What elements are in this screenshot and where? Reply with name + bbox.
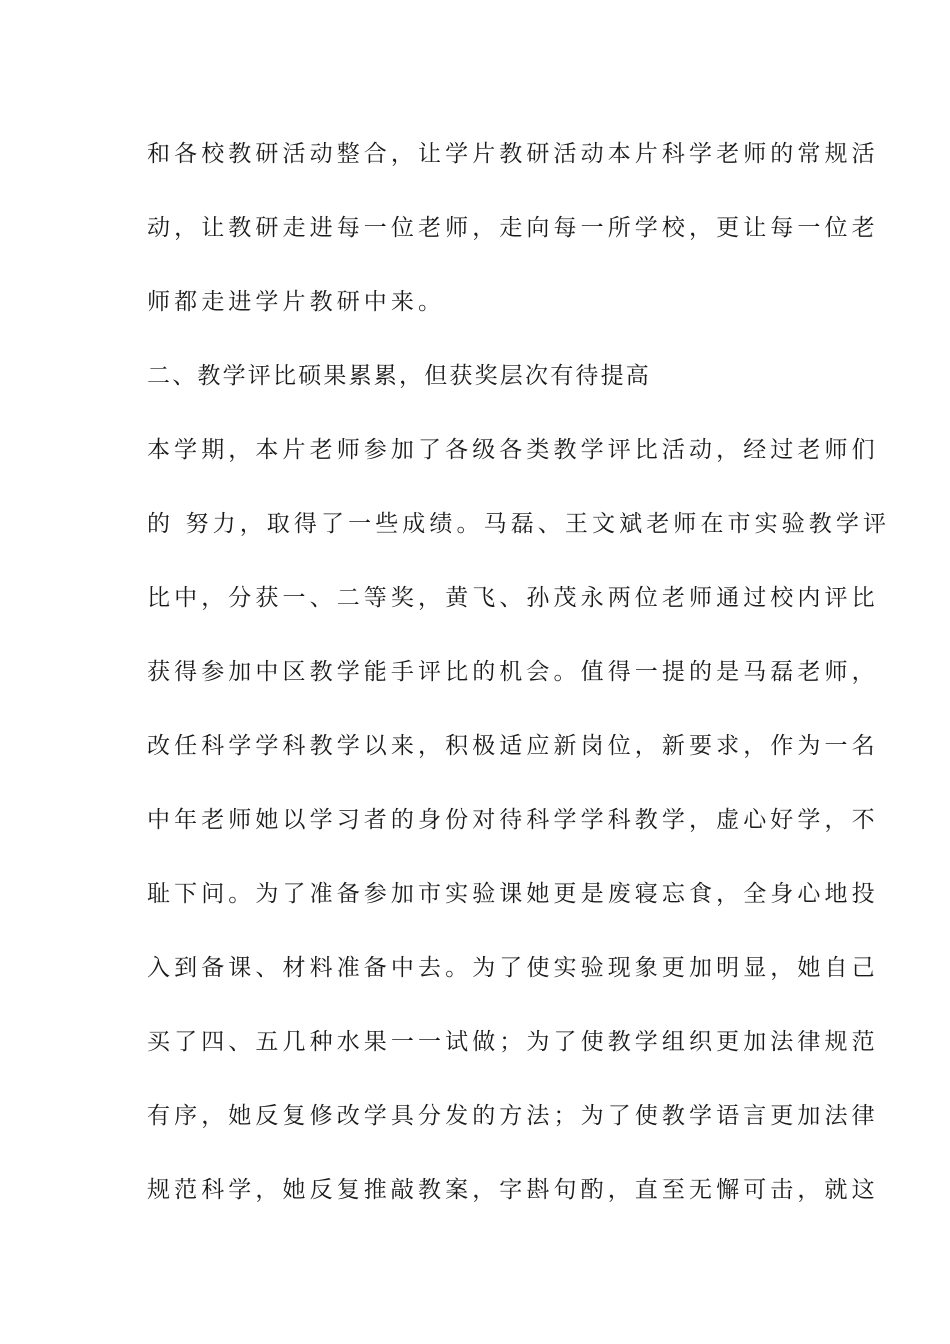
paragraph-line: 动，让教研走进每一位老师，走向每一所学校，更让每一位老	[147, 215, 879, 241]
paragraph-line: 改任科学学科教学以来，积极适应新岗位，新要求，作为一名	[147, 733, 879, 759]
paragraph-line: 买了四、五几种水果一一试做；为了使教学组织更加法律规范	[147, 1029, 879, 1055]
section-heading: 二、教学评比硕果累累，但获奖层次有待提高	[147, 363, 651, 389]
paragraph-line: 师都走进学片教研中来。	[147, 289, 446, 315]
paragraph-line: 规范科学，她反复推敲教案，字斟句酌，直至无懈可击，就这	[147, 1177, 879, 1203]
paragraph-line: 入到备课、材料准备中去。为了使实验现象更加明显，她自己	[147, 955, 879, 981]
paragraph-line: 中年老师她以学习者的身份对待科学学科教学，虚心好学，不	[147, 807, 879, 833]
paragraph-line: 和各校教研活动整合，让学片教研活动本片科学老师的常规活	[147, 141, 879, 167]
paragraph-line: 的 努力，取得了一些成绩。马磊、王文斌老师在市实验教学评	[147, 511, 891, 537]
paragraph-line: 本学期，本片老师参加了各级各类教学评比活动，经过老师们	[147, 437, 879, 463]
paragraph-line: 获得参加中区教学能手评比的机会。值得一提的是马磊老师，	[147, 659, 879, 685]
paragraph-line: 有序，她反复修改学具分发的方法；为了使教学语言更加法律	[147, 1103, 879, 1129]
paragraph-line: 比中，分获一、二等奖，黄飞、孙茂永两位老师通过校内评比	[147, 585, 879, 611]
paragraph-line: 耻下问。为了准备参加市实验课她更是废寝忘食，全身心地投	[147, 881, 879, 907]
